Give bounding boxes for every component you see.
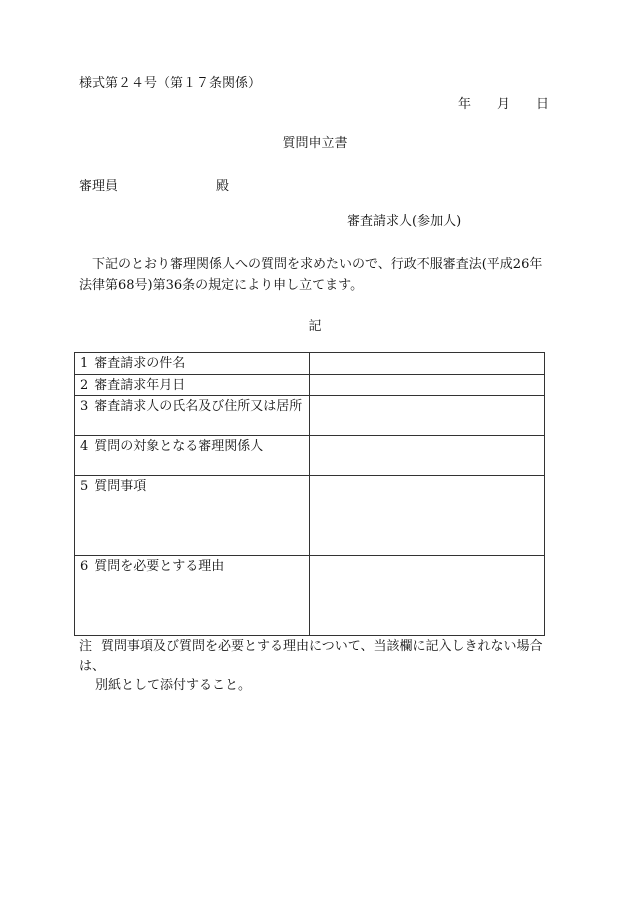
- addressee-honorific: 殿: [216, 179, 230, 194]
- table-row: [75, 353, 545, 375]
- ki-heading: 記: [308, 319, 322, 334]
- table-row: [75, 374, 545, 396]
- request-form-table: [74, 352, 545, 636]
- target-party-field[interactable]: [310, 436, 545, 476]
- date-month-label: 月: [496, 97, 510, 112]
- form-number: 様式第２４号（第１７条関係）: [79, 76, 262, 91]
- row-label: 5 質問事項: [75, 476, 310, 556]
- row-label: 4 質問の対象となる審理関係人: [75, 436, 310, 476]
- body-text: 下記のとおり審理関係人への質問を求めたいので、行政不服審査法(平成26年法律第68号)第36条の規定により申し立てます。: [79, 257, 543, 294]
- note-line-1: 質問事項及び質問を必要とする理由について、当該欄に記入しきれない場合は、: [79, 639, 543, 674]
- table-row: [75, 556, 545, 636]
- note-line-2: 別紙として添付すること。: [95, 678, 252, 693]
- requester-name-address-field[interactable]: [310, 396, 545, 436]
- date-day-label: 日: [535, 97, 549, 112]
- question-items-field[interactable]: [310, 476, 545, 556]
- row-label: 1 審査請求の件名: [75, 353, 310, 375]
- requester-label: 審査請求人(参加人): [347, 214, 462, 229]
- table-row: [75, 396, 545, 436]
- row-label: 6 質問を必要とする理由: [75, 556, 310, 636]
- addressee: [79, 177, 229, 197]
- date-line: [458, 95, 549, 115]
- note-head: 注: [79, 639, 93, 654]
- date-year-label: 年: [457, 97, 471, 112]
- document-title: 質問申立書: [282, 136, 348, 151]
- row-label: 3 審査請求人の氏名及び住所又は居所: [75, 396, 310, 436]
- case-name-field[interactable]: [310, 353, 545, 375]
- addressee-label: 審理員: [79, 179, 119, 194]
- note: [79, 637, 559, 696]
- reason-field[interactable]: [310, 556, 545, 636]
- row-label: 2 審査請求年月日: [75, 374, 310, 396]
- request-date-field[interactable]: [310, 374, 545, 396]
- table-row: [75, 476, 545, 556]
- table-row: [75, 436, 545, 476]
